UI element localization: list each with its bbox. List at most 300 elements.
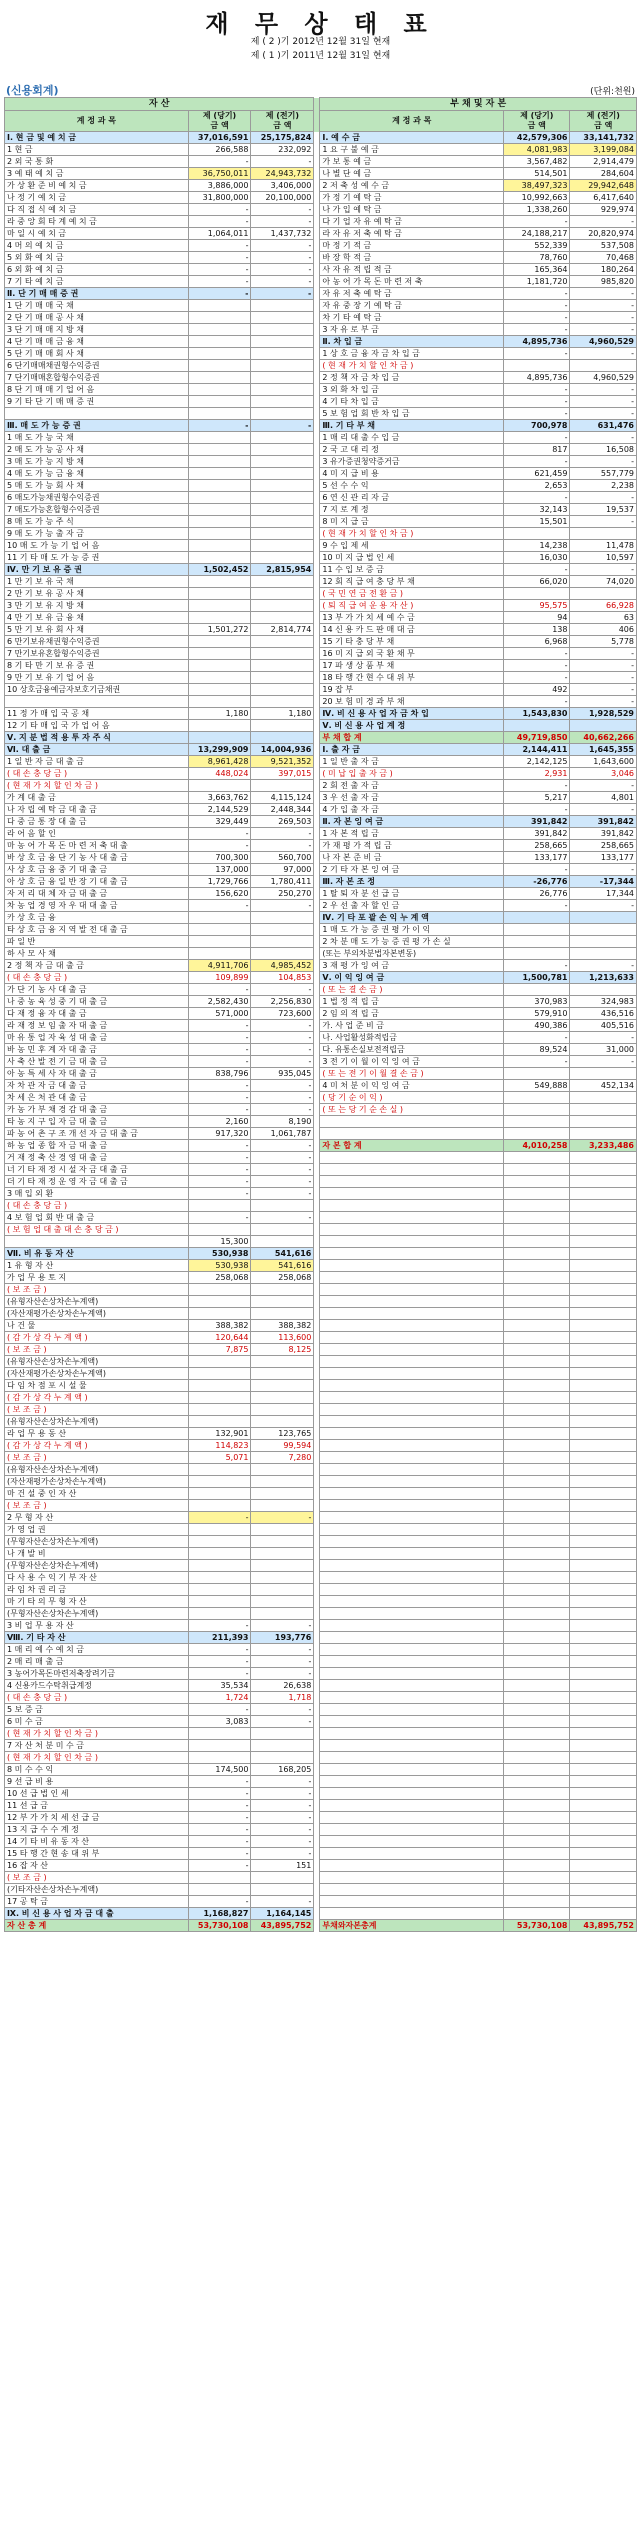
liability-prior-value xyxy=(570,1668,637,1680)
asset-prior-value: - xyxy=(251,264,314,276)
liability-prior-value: 133,177 xyxy=(570,852,637,864)
asset-prior-value: 168,205 xyxy=(251,1764,314,1776)
asset-prior-value xyxy=(251,1476,314,1488)
asset-prior-value: - xyxy=(251,1848,314,1860)
asset-account-cell: 6 외 화 예 치 금 xyxy=(5,264,189,276)
asset-account-cell: 16 잡 자 산 xyxy=(5,1860,189,1872)
liability-current-value xyxy=(504,1116,570,1128)
asset-prior-value: - xyxy=(251,288,314,300)
asset-account-cell: 13 지 급 수 수 계 정 xyxy=(5,1824,189,1836)
liability-current-value: - xyxy=(504,300,570,312)
asset-account-cell: 나 정 기 예 치 금 xyxy=(5,192,189,204)
liability-current-value: - xyxy=(504,408,570,420)
liability-current-value: 2,144,411 xyxy=(504,744,570,756)
balance-row xyxy=(5,1392,637,1404)
asset-current-value xyxy=(188,660,251,672)
liability-prior-value xyxy=(570,1212,637,1224)
liability-prior-value: 391,842 xyxy=(570,828,637,840)
liability-current-value: 391,842 xyxy=(504,828,570,840)
liability-prior-value xyxy=(570,1884,637,1896)
asset-prior-value: - xyxy=(251,840,314,852)
asset-prior-value: 723,600 xyxy=(251,1008,314,1020)
asset-account-cell: 17 공 탁 금 xyxy=(5,1896,189,1908)
asset-prior-value: - xyxy=(251,1176,314,1188)
asset-current-value: 838,796 xyxy=(188,1068,251,1080)
liability-prior-value: - xyxy=(570,804,637,816)
asset-prior-value xyxy=(251,360,314,372)
liability-current-value xyxy=(504,1872,570,1884)
balance-row xyxy=(5,1044,637,1056)
asset-account-cell: 3 농어가목돈마련저축장려기금 xyxy=(5,1668,189,1680)
asset-account-cell: 1 유 형 자 산 xyxy=(5,1260,189,1272)
liability-prior-value xyxy=(570,1572,637,1584)
liability-current-value: - xyxy=(504,432,570,444)
asset-account-cell: Ⅸ. 비 신 용 사 업 자 금 대 출 xyxy=(5,1908,189,1920)
liability-account-cell xyxy=(320,1584,504,1596)
asset-current-value xyxy=(188,1296,251,1308)
liability-prior-value xyxy=(570,1320,637,1332)
liability-current-value: 26,776 xyxy=(504,888,570,900)
asset-account-cell: 9 선 급 비 용 xyxy=(5,1776,189,1788)
liability-current-value xyxy=(504,1776,570,1788)
liability-account-cell xyxy=(320,1464,504,1476)
liability-current-value: - xyxy=(504,672,570,684)
balance-row xyxy=(5,1860,637,1872)
asset-current-value xyxy=(188,516,251,528)
asset-prior-value: 26,638 xyxy=(251,1680,314,1692)
liability-prior-value xyxy=(570,984,637,996)
balance-row xyxy=(5,1188,637,1200)
asset-account-cell: 5 만 기 보 유 회 사 채 xyxy=(5,624,189,636)
asset-current-value: - xyxy=(188,1140,251,1152)
liability-current-value xyxy=(504,1368,570,1380)
liability-account-cell: 부채와자본총계 xyxy=(320,1920,504,1932)
asset-account-cell: (무형자산손상차손누계액) xyxy=(5,1608,189,1620)
asset-prior-value xyxy=(251,324,314,336)
asset-current-value xyxy=(188,1308,251,1320)
asset-current-value: - xyxy=(188,1776,251,1788)
balance-row xyxy=(5,408,637,420)
asset-prior-value xyxy=(251,1560,314,1572)
liability-account-cell xyxy=(320,1800,504,1812)
asset-current-value xyxy=(188,396,251,408)
liability-account-cell: 14 신 용 카 드 판 매 대 금 xyxy=(320,624,504,636)
liability-account-cell xyxy=(320,1440,504,1452)
asset-account-cell: 10 매 도 가 능 기 업 어 음 xyxy=(5,540,189,552)
liability-current-value: - xyxy=(504,456,570,468)
liability-account-cell xyxy=(320,1200,504,1212)
balance-row xyxy=(5,612,637,624)
asset-current-value: - xyxy=(188,1212,251,1224)
asset-account-cell: 3 만 기 보 유 지 방 채 xyxy=(5,600,189,612)
asset-current-value xyxy=(188,936,251,948)
asset-prior-value xyxy=(251,1500,314,1512)
asset-prior-value: - xyxy=(251,1788,314,1800)
liability-prior-value: - xyxy=(570,300,637,312)
liability-current-value: 10,992,663 xyxy=(504,192,570,204)
asset-current-value: - xyxy=(188,1092,251,1104)
liability-account-cell xyxy=(320,1836,504,1848)
liability-prior-value: - xyxy=(570,1032,637,1044)
liability-current-value: 165,364 xyxy=(504,264,570,276)
asset-prior-value: 258,068 xyxy=(251,1272,314,1284)
asset-current-value: - xyxy=(188,252,251,264)
liability-current-value: - xyxy=(504,564,570,576)
asset-prior-value: - xyxy=(251,1152,314,1164)
balance-row xyxy=(5,1164,637,1176)
liability-current-value: 1,181,720 xyxy=(504,276,570,288)
balance-row xyxy=(5,1812,637,1824)
asset-account-cell: (유형자산손상차손누계액) xyxy=(5,1296,189,1308)
liability-prior-value: 537,508 xyxy=(570,240,637,252)
asset-account-cell: (자산재평가손상차손누계액) xyxy=(5,1476,189,1488)
asset-current-value xyxy=(188,1740,251,1752)
liability-account-cell: 다 기 업 자 유 예 탁 금 xyxy=(320,216,504,228)
balance-row xyxy=(5,300,637,312)
asset-prior-value xyxy=(251,720,314,732)
liability-prior-value xyxy=(570,1704,637,1716)
asset-prior-value: - xyxy=(251,240,314,252)
liability-prior-value xyxy=(570,912,637,924)
asset-current-value xyxy=(188,1884,251,1896)
balance-row xyxy=(5,912,637,924)
liability-current-value: 5,217 xyxy=(504,792,570,804)
asset-current-value: 137,000 xyxy=(188,864,251,876)
asset-account-cell: 하 사 모 사 채 xyxy=(5,948,189,960)
asset-current-value xyxy=(188,480,251,492)
asset-current-value: - xyxy=(188,1860,251,1872)
liability-current-value xyxy=(504,1608,570,1620)
liability-prior-value: - xyxy=(570,516,637,528)
asset-prior-value xyxy=(251,408,314,420)
balance-row xyxy=(5,480,637,492)
balance-row xyxy=(5,1644,637,1656)
asset-current-value: 4,911,706 xyxy=(188,960,251,972)
asset-account-cell: 다 직 접 식 예 치 금 xyxy=(5,204,189,216)
balance-row xyxy=(5,1524,637,1536)
balance-row xyxy=(5,1056,637,1068)
liability-prior-value: 1,643,600 xyxy=(570,756,637,768)
liability-account-cell: 10 미 지 급 법 인 세 xyxy=(320,552,504,564)
liability-prior-value xyxy=(570,1620,637,1632)
liability-current-value xyxy=(504,1404,570,1416)
asset-current-value: - xyxy=(188,1836,251,1848)
liability-current-value xyxy=(504,1380,570,1392)
balance-row xyxy=(5,588,637,600)
liability-current-value xyxy=(504,528,570,540)
asset-account-cell: 10 상호금융예금자보호기금채권 xyxy=(5,684,189,696)
liability-prior-value: 19,537 xyxy=(570,504,637,516)
liability-prior-value: 258,665 xyxy=(570,840,637,852)
liability-prior-value: - xyxy=(570,324,637,336)
asset-account-cell: 자 산 총 계 xyxy=(5,1920,189,1932)
asset-prior-value: - xyxy=(251,1824,314,1836)
liability-prior-value: - xyxy=(570,216,637,228)
asset-current-value: - xyxy=(188,1188,251,1200)
asset-current-value: 2,144,529 xyxy=(188,804,251,816)
balance-row xyxy=(5,564,637,576)
liability-current-value: 14,238 xyxy=(504,540,570,552)
liability-account-cell xyxy=(320,1188,504,1200)
balance-row xyxy=(5,1404,637,1416)
liability-account-cell xyxy=(320,1296,504,1308)
liability-prior-value: 406 xyxy=(570,624,637,636)
asset-current-value: - xyxy=(188,1800,251,1812)
liability-current-value xyxy=(504,360,570,372)
liability-account-cell: 마 정 기 적 금 xyxy=(320,240,504,252)
liability-account-cell xyxy=(320,1752,504,1764)
asset-current-value xyxy=(188,780,251,792)
balance-row xyxy=(5,768,637,780)
asset-prior-value xyxy=(251,432,314,444)
asset-prior-value: - xyxy=(251,1644,314,1656)
liability-prior-value: 4,960,529 xyxy=(570,336,637,348)
liability-current-value xyxy=(504,1152,570,1164)
asset-current-value xyxy=(188,300,251,312)
asset-prior-value xyxy=(251,1380,314,1392)
asset-current-value xyxy=(188,528,251,540)
liability-current-value xyxy=(504,1212,570,1224)
liability-current-value xyxy=(504,1164,570,1176)
asset-current-value xyxy=(188,684,251,696)
balance-row xyxy=(5,1020,637,1032)
balance-row xyxy=(5,708,637,720)
balance-row xyxy=(5,1512,637,1524)
asset-prior-value: 560,700 xyxy=(251,852,314,864)
liability-prior-value: 43,895,752 xyxy=(570,1920,637,1932)
asset-account-cell: 마 농 어 가 목 돈 마 련 저 축 대 출 xyxy=(5,840,189,852)
liability-current-value xyxy=(504,1824,570,1836)
asset-current-value xyxy=(188,468,251,480)
liability-current-value xyxy=(504,1464,570,1476)
balance-row xyxy=(5,312,637,324)
asset-current-value xyxy=(188,1224,251,1236)
balance-row xyxy=(5,360,637,372)
liability-prior-value: 3,199,084 xyxy=(570,144,637,156)
asset-account-cell: 가 상 환 준 비 예 치 금 xyxy=(5,180,189,192)
asset-current-value xyxy=(188,1392,251,1404)
liability-prior-value: - xyxy=(570,312,637,324)
liability-current-value: 32,143 xyxy=(504,504,570,516)
asset-account-cell: 7 자 산 처 분 미 수 금 xyxy=(5,1740,189,1752)
asset-current-value: 109,899 xyxy=(188,972,251,984)
liability-current-value xyxy=(504,1668,570,1680)
liability-account-cell xyxy=(320,1812,504,1824)
liability-account-cell: 3 전 기 이 월 이 익 잉 여 금 xyxy=(320,1056,504,1068)
asset-current-value: 37,016,591 xyxy=(188,132,251,144)
asset-prior-value: 232,092 xyxy=(251,144,314,156)
liability-account-cell: 1 자 본 적 립 금 xyxy=(320,828,504,840)
balance-row xyxy=(5,1416,637,1428)
asset-current-value: - xyxy=(188,240,251,252)
liability-prior-value: 284,604 xyxy=(570,168,637,180)
balance-row xyxy=(5,1032,637,1044)
asset-account-cell: (자산재평가손상차손누계액) xyxy=(5,1308,189,1320)
asset-prior-value: - xyxy=(251,156,314,168)
liability-current-value xyxy=(504,1176,570,1188)
balance-row xyxy=(5,1920,637,1932)
balance-row xyxy=(5,888,637,900)
liability-current-value: - xyxy=(504,348,570,360)
asset-prior-value: 1,718 xyxy=(251,1692,314,1704)
liab-account-header: 계 정 과 목 xyxy=(320,111,504,132)
asset-prior-value xyxy=(251,336,314,348)
liability-prior-value xyxy=(570,1740,637,1752)
liability-prior-value: 452,134 xyxy=(570,1080,637,1092)
asset-prior-value: 2,256,830 xyxy=(251,996,314,1008)
liability-account-cell xyxy=(320,1452,504,1464)
asset-account-cell: (유형자산손상차손누계액) xyxy=(5,1416,189,1428)
asset-current-value xyxy=(188,1872,251,1884)
liability-prior-value xyxy=(570,1200,637,1212)
liability-prior-value: 436,516 xyxy=(570,1008,637,1020)
liability-prior-value xyxy=(570,1284,637,1296)
liability-current-value xyxy=(504,1800,570,1812)
liability-prior-value xyxy=(570,1092,637,1104)
asset-prior-value: - xyxy=(251,1716,314,1728)
liability-account-cell: 라 자 유 저 축 예 탁 금 xyxy=(320,228,504,240)
liability-current-value: 95,575 xyxy=(504,600,570,612)
asset-current-value xyxy=(188,1284,251,1296)
liability-account-cell: 8 미 지 급 금 xyxy=(320,516,504,528)
liability-prior-value: 29,942,648 xyxy=(570,180,637,192)
liability-current-value: 490,386 xyxy=(504,1020,570,1032)
asset-prior-value: 151 xyxy=(251,1860,314,1872)
balance-row xyxy=(5,1608,637,1620)
liability-current-value: 370,983 xyxy=(504,996,570,1008)
liability-account-cell xyxy=(320,1344,504,1356)
asset-account-cell: Ⅶ. 비 유 동 자 산 xyxy=(5,1248,189,1260)
liability-prior-value xyxy=(570,1272,637,1284)
liability-prior-value xyxy=(570,1164,637,1176)
asset-current-value xyxy=(188,1416,251,1428)
balance-row xyxy=(5,1584,637,1596)
liability-account-cell xyxy=(320,1320,504,1332)
liability-prior-value xyxy=(570,1764,637,1776)
asset-current-value: - xyxy=(188,1668,251,1680)
asset-current-value: - xyxy=(188,1812,251,1824)
asset-prior-value: 8,190 xyxy=(251,1116,314,1128)
balance-row xyxy=(5,1740,637,1752)
asset-current-value xyxy=(188,336,251,348)
liability-prior-value xyxy=(570,1488,637,1500)
liability-account-cell xyxy=(320,1284,504,1296)
asset-account-cell xyxy=(5,408,189,420)
liability-prior-value xyxy=(570,1848,637,1860)
asset-current-value xyxy=(188,1200,251,1212)
asset-prior-value xyxy=(251,540,314,552)
asset-current-value: - xyxy=(188,840,251,852)
liability-current-value xyxy=(504,1704,570,1716)
asset-current-value: 530,938 xyxy=(188,1248,251,1260)
liability-account-cell: Ⅳ. 비 신 용 사 업 자 금 차 입 xyxy=(320,708,504,720)
asset-prior-value: 20,100,000 xyxy=(251,192,314,204)
asset-account-cell: 2 단 기 매 매 공 사 채 xyxy=(5,312,189,324)
liability-account-cell xyxy=(320,1524,504,1536)
balance-row xyxy=(5,756,637,768)
asset-current-value: - xyxy=(188,1164,251,1176)
balance-row xyxy=(5,384,637,396)
balance-row xyxy=(5,420,637,432)
liability-current-value xyxy=(504,1536,570,1548)
liability-prior-value xyxy=(570,1536,637,1548)
asset-account-cell: 8 미 수 수 익 xyxy=(5,1764,189,1776)
liability-prior-value: - xyxy=(570,900,637,912)
asset-prior-value xyxy=(251,528,314,540)
liability-account-cell xyxy=(320,1908,504,1920)
balance-row xyxy=(5,1080,637,1092)
balance-row xyxy=(5,168,637,180)
balance-row xyxy=(5,1800,637,1812)
asset-current-value: 2,160 xyxy=(188,1116,251,1128)
balance-row xyxy=(5,348,637,360)
liability-prior-value xyxy=(570,1632,637,1644)
liability-prior-value xyxy=(570,924,637,936)
balance-row xyxy=(5,996,637,1008)
asset-current-value xyxy=(188,1608,251,1620)
liability-account-cell: 사 자 유 적 립 적 금 xyxy=(320,264,504,276)
liability-account-cell: Ⅲ. 자 본 조 정 xyxy=(320,876,504,888)
liability-prior-value: 6,417,640 xyxy=(570,192,637,204)
liability-prior-value xyxy=(570,1776,637,1788)
balance-row xyxy=(5,972,637,984)
liability-account-cell: 5 보 험 업 회 반 차 입 금 xyxy=(320,408,504,420)
liability-prior-value xyxy=(570,1452,637,1464)
liability-account-cell: Ⅰ. 출 자 금 xyxy=(320,744,504,756)
liability-prior-value: 4,801 xyxy=(570,792,637,804)
liability-current-value: - xyxy=(504,864,570,876)
balance-row xyxy=(5,1560,637,1572)
liability-account-cell: 17 파 생 상 품 부 채 xyxy=(320,660,504,672)
liability-current-value: 94 xyxy=(504,612,570,624)
liability-prior-value xyxy=(570,528,637,540)
liability-current-value xyxy=(504,1560,570,1572)
liability-prior-value xyxy=(570,1416,637,1428)
assets-current-amount: 금 액 xyxy=(210,121,229,130)
asset-prior-value xyxy=(251,948,314,960)
balance-row xyxy=(5,1440,637,1452)
asset-prior-value: 388,382 xyxy=(251,1320,314,1332)
asset-current-value: - xyxy=(188,1788,251,1800)
asset-account-cell: 1 현 금 xyxy=(5,144,189,156)
balance-row xyxy=(5,1320,637,1332)
asset-account-cell: 2 매 도 가 능 공 사 채 xyxy=(5,444,189,456)
asset-prior-value xyxy=(251,468,314,480)
balance-row xyxy=(5,1380,637,1392)
liability-prior-value xyxy=(570,1068,637,1080)
asset-current-value: - xyxy=(188,264,251,276)
asset-prior-value xyxy=(251,492,314,504)
liability-prior-value: 16,508 xyxy=(570,444,637,456)
liability-current-value xyxy=(504,1332,570,1344)
balance-row xyxy=(5,1548,637,1560)
liability-prior-value: 66,928 xyxy=(570,600,637,612)
asset-prior-value xyxy=(251,732,314,744)
balance-row xyxy=(5,1836,637,1848)
liability-prior-value xyxy=(570,588,637,600)
liability-account-cell: 19 잡 부 xyxy=(320,684,504,696)
asset-account-cell: 1 매 리 예 수 예 치 금 xyxy=(5,1644,189,1656)
asset-prior-value xyxy=(251,504,314,516)
liability-account-cell: Ⅲ. 기 타 부 채 xyxy=(320,420,504,432)
asset-current-value: 700,300 xyxy=(188,852,251,864)
asset-prior-value xyxy=(251,300,314,312)
liability-current-value xyxy=(504,1908,570,1920)
liability-account-cell: 자 유 저 축 예 탁 금 xyxy=(320,288,504,300)
liability-account-cell xyxy=(320,1224,504,1236)
balance-row xyxy=(5,1476,637,1488)
balance-row xyxy=(5,372,637,384)
